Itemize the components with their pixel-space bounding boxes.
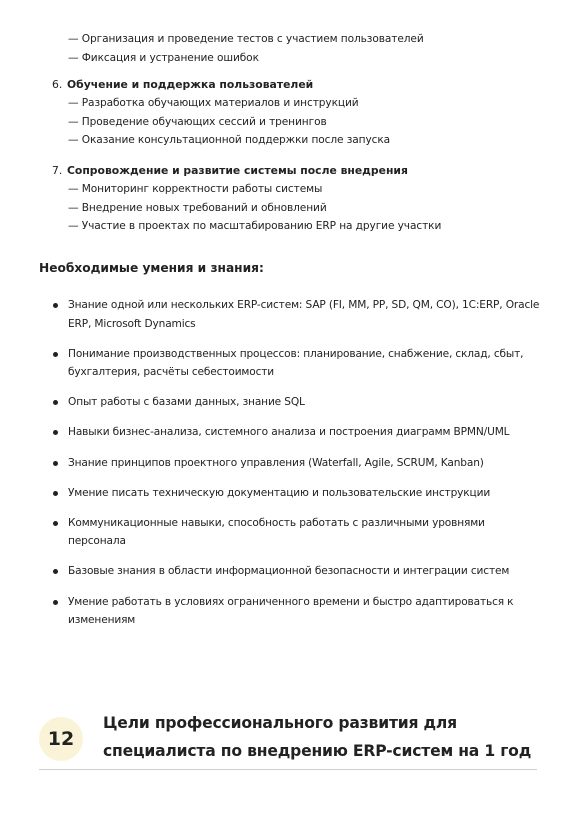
section-number: 7. [52, 164, 63, 177]
bullet-icon [53, 569, 58, 574]
skills-heading: Необходимые умения и знания: [39, 261, 264, 275]
skill-item: Знание принципов проектного управления (Waterfall, Agile, SCRUM, Kanban) [50, 454, 540, 473]
section-title: Сопровождение и развитие системы после внедрения [67, 164, 408, 177]
section-7 [52, 162, 441, 236]
section-6 [52, 76, 390, 150]
bullet-icon [53, 303, 58, 308]
skill-item: Базовые знания в области информационной безопасности и интеграции систем [50, 562, 540, 581]
section-heading [52, 76, 390, 94]
section-number: 6. [52, 78, 63, 91]
list-item: — Мониторинг корректности работы системы [68, 183, 323, 195]
bullet-icon [53, 352, 58, 357]
list-item: — Участие в проектах по масштабированию ERP на другие участки [68, 220, 442, 233]
skill-item: Опыт работы с базами данных, знание SQL [50, 393, 540, 412]
continued-list [68, 30, 424, 67]
section-title: Обучение и поддержка пользователей [67, 78, 314, 91]
list-item: — Проведение обучающих сессий и тренингов [68, 115, 327, 128]
bullet-icon [53, 491, 58, 496]
section-heading [52, 162, 441, 180]
bullet-icon [53, 400, 58, 405]
bullet-icon [53, 521, 58, 526]
bullet-icon [53, 461, 58, 466]
chapter-title: Цели профессионального развития для специалиста по внедрению ERP-систем на 1 год [103, 714, 532, 760]
divider [39, 769, 537, 770]
list-item: — Организация и проведение тестов с участием пользователей [68, 33, 424, 45]
skill-item: Умение работать в условиях ограниченного времени и быстро адаптироваться к изменениям [50, 593, 540, 630]
chapter-number-badge: 12 [39, 717, 83, 761]
skill-item: Знание одной или нескольких ERP-систем: SAP (FI, MM, PP, SD, QM, CO), 1С:ERP, Oracle ERP, Microsoft Dynamics [50, 296, 540, 333]
skill-item: Умение писать техническую документацию и пользовательские инструкции [50, 484, 540, 503]
list-item: — Разработка обучающих материалов и инструкций [68, 97, 359, 109]
bullet-icon [53, 430, 58, 435]
list-item: — Оказание консультационной поддержки после запуска [68, 134, 391, 147]
skill-item: Коммуникационные навыки, способность работать с различными уровнями персонала [50, 514, 540, 551]
bullet-icon [53, 600, 58, 605]
list-item: — Внедрение новых требований и обновлений [68, 201, 327, 214]
skill-item: Понимание производственных процессов: планирование, снабжение, склад, сбыт, бухгалтерия, расчёты себестоимости [50, 345, 540, 382]
skill-item: Навыки бизнес-анализа, системного анализа и построения диаграмм BPMN/UML [50, 423, 540, 442]
skills-list [50, 296, 540, 641]
list-item: — Фиксация и устранение ошибок [68, 51, 259, 64]
